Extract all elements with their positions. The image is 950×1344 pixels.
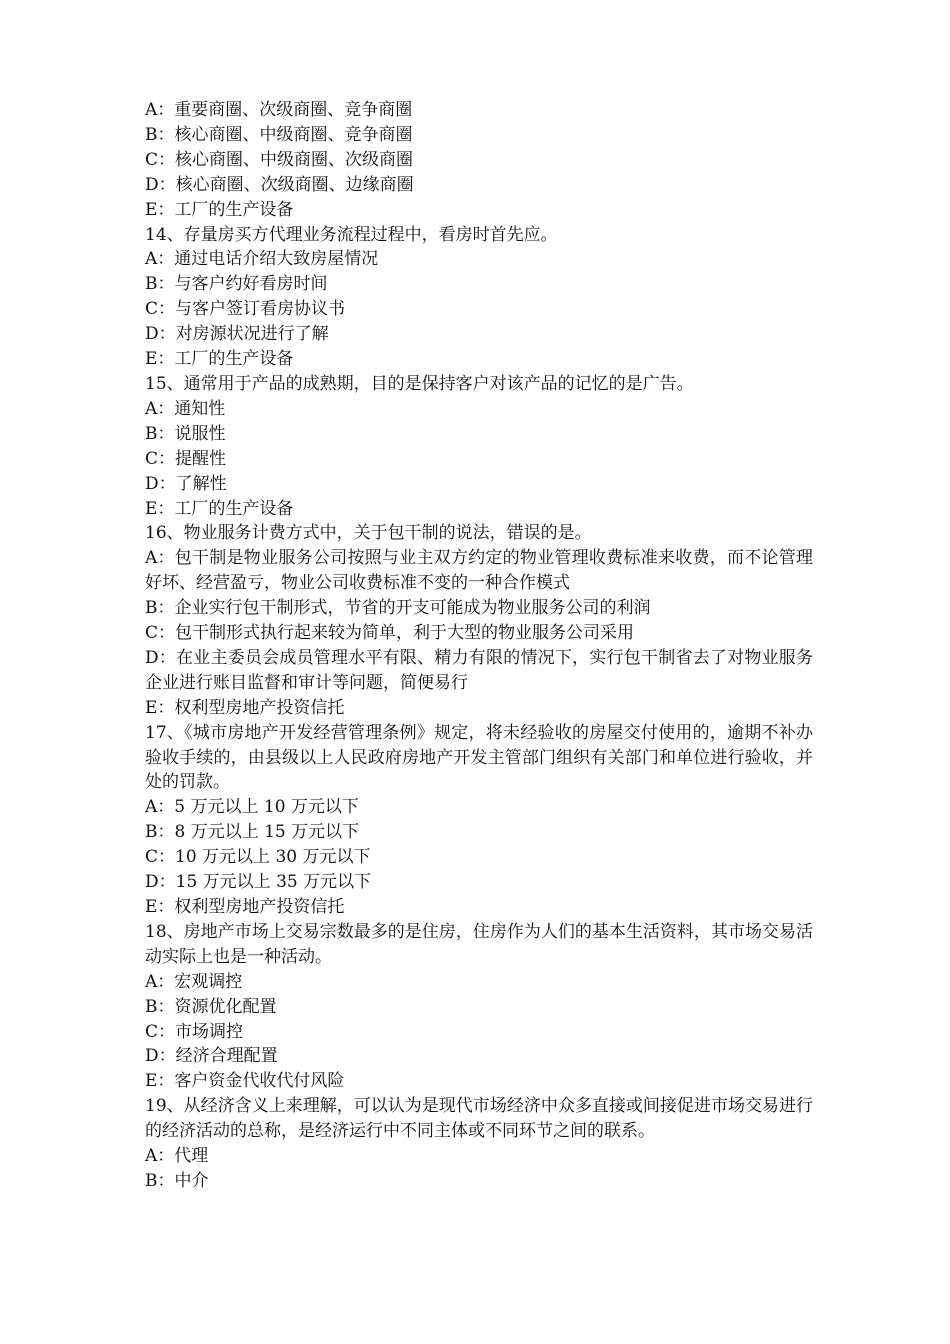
- option-c: C：包干制形式执行起来较为简单，利于大型的物业服务公司采用: [145, 623, 635, 644]
- option-a: A：代理: [145, 1146, 209, 1167]
- question-16: [145, 521, 813, 720]
- option-b: B：说服性: [145, 423, 226, 444]
- option-e: E：工厂的生产设备: [145, 498, 294, 519]
- question-14: [145, 223, 813, 372]
- option-b: B：资源优化配置: [145, 996, 277, 1017]
- option-d: D：经济合理配置: [145, 1046, 278, 1067]
- option-c: C：核心商圈、中级商圈、次级商圈: [145, 149, 414, 170]
- question-stem: 18、房地产市场上交易宗数最多的是住房，住房作为人们的基本生活资料，其市场交易活动实际上也是一种活动。: [145, 921, 813, 967]
- option-d: D：对房源状况进行了解: [145, 324, 329, 345]
- option-e: E：工厂的生产设备: [145, 349, 294, 370]
- option-c: C：市场调控: [145, 1021, 244, 1042]
- document-page: [145, 98, 813, 1194]
- option-e: E：工厂的生产设备: [145, 199, 294, 220]
- question-stem: 14、存量房买方代理业务流程过程中，看房时首先应。: [145, 224, 558, 245]
- option-b: B：与客户约好看房时间: [145, 274, 328, 295]
- option-d: D：15 万元以上 35 万元以下: [145, 872, 372, 893]
- option-b: B：核心商圈、中级商圈、竞争商圈: [145, 124, 413, 145]
- option-e: E：权利型房地产投资信托: [145, 897, 345, 917]
- option-a: A：宏观调控: [145, 971, 243, 992]
- option-b: B：中介: [145, 1170, 209, 1191]
- option-a: A：包干制是物业服务公司按照与业主双方约定的物业管理收费标准来收费，而不论管理好坏、经营盈亏，物业公司收费标准不变的一种合作模式: [145, 548, 813, 594]
- question-stem: 16、物业服务计费方式中，关于包干制的说法，错误的是。: [145, 523, 592, 544]
- option-c: C：与客户签订看房协议书: [145, 299, 346, 320]
- option-b: B：8 万元以上 15 万元以下: [145, 822, 360, 843]
- option-e: E：客户资金代收代付风险: [145, 1071, 345, 1092]
- option-a: A：通知性: [145, 398, 226, 419]
- option-a: A：重要商圈、次级商圈、竞争商圈: [145, 100, 413, 120]
- question-19: [145, 1094, 813, 1194]
- option-b: B：企业实行包干制形式，节省的开支可能成为物业服务公司的利润: [145, 598, 651, 619]
- question-18: [145, 920, 813, 1094]
- option-a: A：通过电话介绍大致房屋情况: [145, 249, 379, 270]
- question-15: [145, 372, 813, 521]
- option-d: D：在业主委员会成员管理水平有限、精力有限的情况下，实行包干制省去了对物业服务企业进行账目监督和审计等问题，简便易行: [145, 647, 813, 693]
- question-17: [145, 721, 813, 920]
- option-d: D：了解性: [145, 473, 227, 494]
- option-d: D：核心商圈、次级商圈、边缘商圈: [145, 174, 414, 195]
- option-e: E：权利型房地产投资信托: [145, 697, 345, 718]
- question-stem: 15、通常用于产品的成熟期，目的是保持客户对该产品的记忆的是广告。: [145, 373, 694, 394]
- option-a: A：5 万元以上 10 万元以下: [145, 797, 359, 818]
- question-stem: 17、《城市房地产开发经营管理条例》规定，将未经验收的房屋交付使用的，逾期不补办验收手续的，由县级以上人民政府房地产开发主管部门组织有关部门和单位进行验收，并处的罚款。: [145, 722, 813, 793]
- option-c: C：10 万元以上 30 万元以下: [145, 847, 371, 868]
- question-13-options: [145, 98, 813, 223]
- question-stem: 19、从经济含义上来理解，可以认为是现代市场经济中众多直接或间接促进市场交易进行的经济活动的总称，是经济运行中不同主体或不同环节之间的联系。: [145, 1096, 813, 1142]
- option-c: C：提醒性: [145, 448, 227, 469]
